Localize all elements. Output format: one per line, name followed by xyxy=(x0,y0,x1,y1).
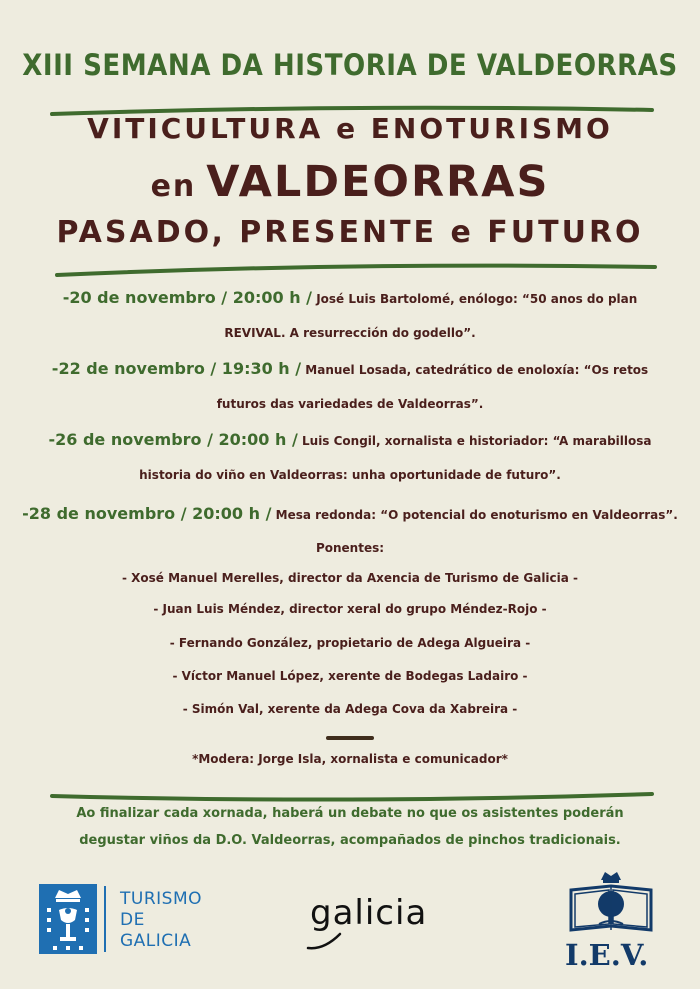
session-2-line-1 xyxy=(0,352,700,387)
iev-book-tree-icon xyxy=(567,866,655,938)
speaker-4: - Víctor Manuel López, xerente de Bodegas Ladairo - xyxy=(172,669,528,683)
galicia-swoosh-icon xyxy=(304,928,354,952)
panel-heading: Ponentes: xyxy=(315,541,385,555)
title-line-1: VITICULTURA e ENOTURISMO xyxy=(87,112,613,145)
event-series-title: XIII SEMANA DA HISTORIA DE VALDEORRAS xyxy=(22,48,678,82)
session-2-date: -22 de novembro / 19:30 h / xyxy=(51,359,302,378)
footer-note-line-2: degustar viños da D.O. Valdeorras, acompañados de pinchos tradicionais. xyxy=(79,833,621,848)
session-2-text-1: Manuel Losada, catedrático de enoloxía: “Os retos xyxy=(305,363,649,377)
turismo-line-2: DE xyxy=(120,910,145,930)
session-4-text-1: Mesa redonda: “O potencial do enoturismo en Valdeorras”. xyxy=(275,508,678,522)
separator-bar xyxy=(326,736,374,740)
title-line-2 xyxy=(0,157,700,207)
session-1-line-1 xyxy=(0,281,700,316)
turismo-de-galicia-logo xyxy=(120,889,202,952)
turismo-logo-divider xyxy=(104,886,106,952)
session-3-date: -26 de novembro / 20:00 h / xyxy=(48,430,298,449)
session-3 xyxy=(0,423,700,492)
moderator: *Modera: Jorge Isla, xornalista e comunicador* xyxy=(192,752,508,766)
session-2-line-2: futuros das variedades de Valdeorras”. xyxy=(216,397,484,411)
galicia-coat-of-arms-icon xyxy=(39,884,97,954)
title-line-3: PASADO, PRESENTE e FUTURO xyxy=(56,215,644,250)
session-3-line-1 xyxy=(0,423,700,458)
session-1-date: -20 de novembro / 20:00 h / xyxy=(62,288,313,307)
iev-logo-text: I.E.V. xyxy=(565,938,649,972)
session-4-date: -28 de novembro / 20:00 h / xyxy=(22,504,272,523)
speaker-3: - Fernando González, propietario de Adega Algueira - xyxy=(169,636,531,650)
footer-note xyxy=(0,800,700,854)
footer-note-line-1: Ao finalizar cada xornada, haberá un debate no que os asistentes poderán xyxy=(76,806,624,821)
session-1 xyxy=(0,281,700,350)
title-line-2-main: VALDEORRAS xyxy=(206,157,550,207)
turismo-line-3: GALICIA xyxy=(120,931,192,951)
session-2 xyxy=(0,352,700,421)
session-3-text-1: Luis Congil, xornalista e historiador: “A marabillosa xyxy=(302,434,652,448)
speaker-5: - Simón Val, xerente da Adega Cova da Xabreira - xyxy=(182,702,518,716)
galicia-wordmark: galicia xyxy=(310,893,428,933)
session-4-line-1 xyxy=(0,497,700,532)
speaker-2: - Juan Luis Méndez, director xeral do grupo Méndez-Rojo - xyxy=(153,602,547,616)
turismo-line-1: TURISMO xyxy=(120,889,202,909)
speaker-1: - Xosé Manuel Merelles, director da Axencia de Turismo de Galicia - xyxy=(121,571,579,585)
session-3-line-2: historia do viño en Valdeorras: unha oportunidade de futuro”. xyxy=(139,468,561,482)
session-1-line-2: REVIVAL. A resurrección do godello”. xyxy=(224,326,476,340)
title-line-2-prefix: en xyxy=(150,169,197,204)
session-4 xyxy=(0,497,700,532)
session-1-text-1: José Luis Bartolomé, enólogo: “50 anos do plan xyxy=(316,292,638,306)
